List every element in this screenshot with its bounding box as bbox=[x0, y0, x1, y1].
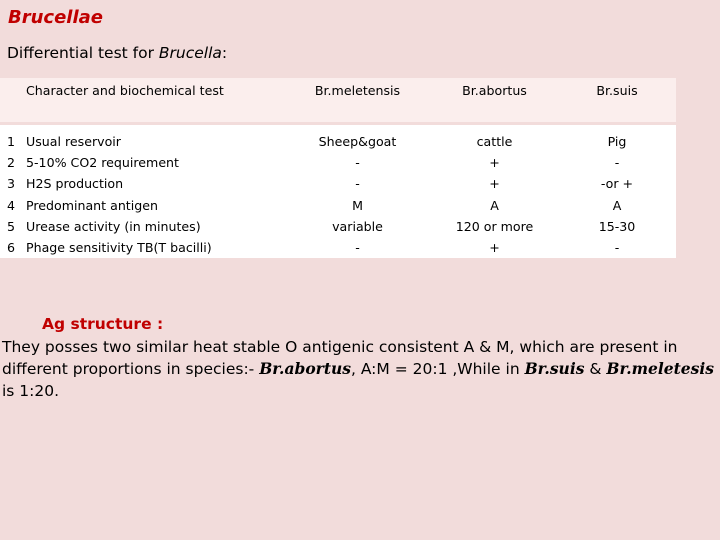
table-row bbox=[0, 152, 676, 173]
table-row bbox=[0, 173, 676, 194]
ag-text-part: is 1:20. bbox=[2, 382, 60, 400]
header-meletensis: Br.meletensis bbox=[284, 78, 431, 124]
cell-suis: A bbox=[612, 197, 622, 213]
species-abortus: Br.abortus bbox=[259, 359, 351, 378]
cell-abortus: cattle bbox=[476, 134, 513, 150]
row-number: 4 bbox=[6, 197, 15, 213]
table-row bbox=[0, 237, 676, 258]
ag-text-part: & bbox=[584, 360, 607, 378]
cell-character: Predominant antigen bbox=[26, 197, 158, 213]
cell-abortus: + bbox=[489, 240, 500, 256]
cell-meletensis: - bbox=[355, 240, 360, 256]
cell-character: Usual reservoir bbox=[26, 134, 121, 150]
cell-abortus: A bbox=[490, 197, 499, 213]
subtitle-suffix: : bbox=[221, 44, 228, 62]
species-meletesis: Br.meletesis bbox=[606, 359, 715, 378]
row-number: 6 bbox=[6, 240, 15, 256]
subtitle-prefix: Differential test for bbox=[7, 44, 159, 62]
ag-text-part: They posses two similar heat stable O antigenic consistent A & M, which are present in different proportions in species:- bbox=[2, 338, 678, 378]
cell-abortus: + bbox=[489, 155, 500, 171]
subtitle bbox=[7, 44, 227, 62]
cell-abortus: + bbox=[489, 176, 500, 192]
header-abortus: Br.abortus bbox=[431, 78, 558, 124]
row-number: 3 bbox=[6, 176, 15, 192]
cell-suis: - bbox=[614, 240, 620, 256]
species-suis: Br.suis bbox=[524, 359, 585, 378]
row-number: 5 bbox=[6, 218, 15, 234]
cell-meletensis: - bbox=[355, 155, 360, 171]
ag-structure-paragraph bbox=[2, 336, 714, 402]
cell-meletensis: Sheep&goat bbox=[318, 134, 397, 150]
ag-structure-heading: Ag structure : bbox=[42, 315, 164, 333]
cell-character: H2S production bbox=[26, 176, 124, 192]
header-suis: Br.suis bbox=[558, 78, 676, 124]
cell-suis: 15-30 bbox=[598, 218, 636, 234]
row-number: 2 bbox=[6, 155, 15, 171]
subtitle-genus: Brucella bbox=[158, 44, 222, 62]
table-row bbox=[0, 216, 676, 237]
slide-title: Brucellae bbox=[8, 7, 103, 28]
cell-character: Phage sensitivity TB(T bacilli) bbox=[26, 240, 212, 256]
ag-text-part: , A:M = 20:1 ,While in bbox=[351, 360, 525, 378]
cell-abortus: 120 or more bbox=[455, 218, 534, 234]
cell-suis: -or + bbox=[600, 176, 634, 192]
cell-suis: Pig bbox=[607, 134, 627, 150]
cell-meletensis: - bbox=[355, 176, 360, 192]
cell-suis: - bbox=[614, 155, 620, 171]
differential-test-table bbox=[0, 78, 676, 258]
cell-meletensis: variable bbox=[332, 218, 383, 234]
table-row bbox=[0, 195, 676, 216]
row-number: 1 bbox=[6, 134, 15, 150]
cell-character: Urease activity (in minutes) bbox=[26, 218, 201, 234]
header-num bbox=[0, 78, 22, 124]
table-header-row bbox=[0, 78, 676, 124]
header-character: Character and biochemical test bbox=[22, 78, 284, 124]
cell-character: 5-10% CO2 requirement bbox=[26, 155, 179, 171]
cell-meletensis: M bbox=[352, 197, 363, 213]
table-row bbox=[0, 124, 676, 153]
